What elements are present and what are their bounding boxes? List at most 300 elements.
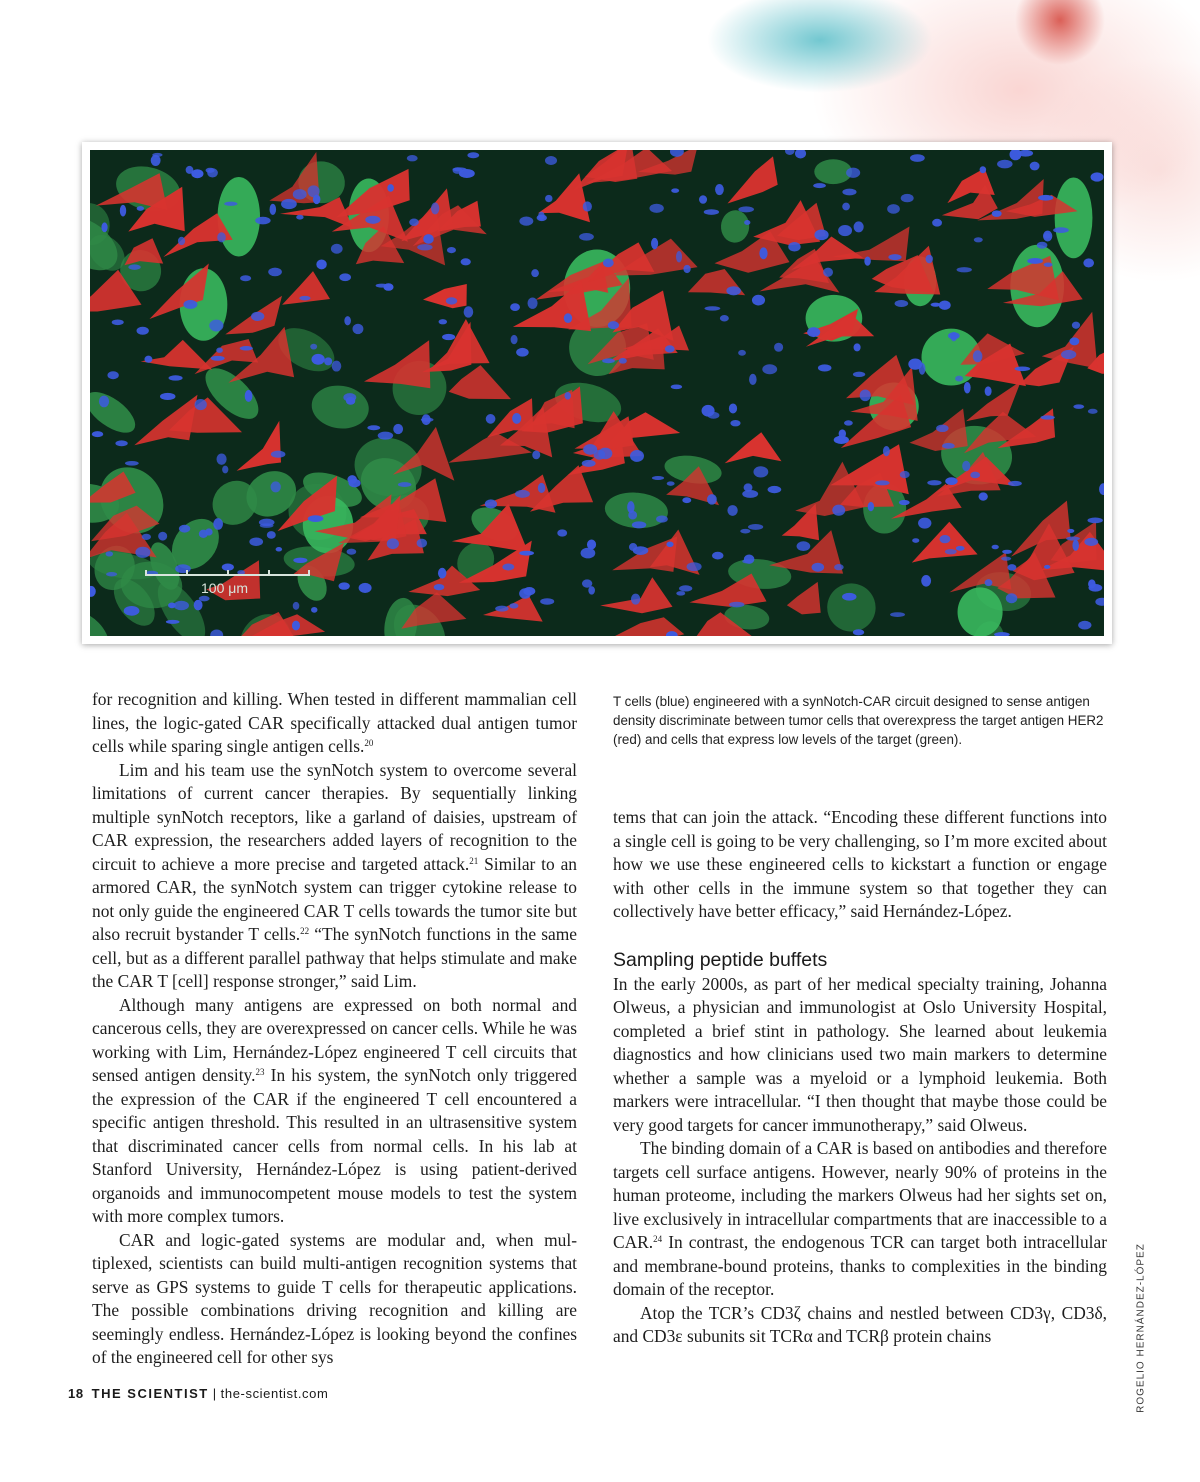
t-cell (512, 413, 521, 424)
t-cell (365, 216, 380, 224)
t-cell (1008, 481, 1022, 486)
t-cell (583, 201, 592, 211)
t-cell (992, 210, 1002, 217)
t-cell (1067, 529, 1074, 533)
paragraph: The binding domain of a CAR is based on antibodies and therefore targets cell surface antigens. However, nearly 90% of proteins in the human proteome, including the markers Olweus had her sights set on, live exclusively in intracellular compartments that are inaccessible to a CAR.$^{24}$ In contrast, the endogenous TCR can target both intracellular and membrane-bound proteins, thanks to complexities in the binding domain of the receptor. (613, 1138, 1107, 1299)
t-cell (565, 392, 571, 400)
paragraph: Lim and his team use the synNotch system to overcome several limitations of current cancer therapies. By sequentially linking multiple synNotch receptors, like a garland of daisies, upstream of CAR expression, the researchers added layers of recognition to the circuit to achieve a more precise and targeted attack.$^{21}$ Similar to an armored CAR, the synNotch system can trigger cytokine release to not only guide the engineered CAR T cells towards the tumor site but also recruit bystander T cells.$^{22}$ “The synNotch functions in the same cell, but as a different parallel pathway that helps stimulate and make the CAR T [cell] response stronger,” said Lim. (92, 759, 577, 991)
paragraph: Atop the TCR’s CD3ζ chains and nestled between CD3γ, CD3δ, and CD3ε subunits sit TCRα and TCRβ protein chains (613, 1302, 1107, 1346)
t-cell (844, 420, 853, 425)
t-cell (195, 399, 207, 410)
t-cell (579, 233, 594, 241)
t-cell (511, 335, 518, 344)
t-cell (842, 189, 856, 196)
t-cell (387, 184, 394, 192)
t-cell (270, 204, 277, 215)
t-cell (142, 534, 151, 540)
t-cell (682, 497, 691, 503)
t-cell (115, 440, 127, 446)
microscopy-figure (82, 142, 1112, 644)
t-cell (251, 312, 264, 321)
t-cell (531, 269, 539, 277)
t-cell (446, 297, 457, 304)
t-cell (602, 358, 615, 363)
t-cell (240, 275, 251, 281)
t-cell (331, 244, 343, 254)
t-cell (727, 505, 737, 516)
right-column (613, 806, 1107, 1349)
t-cell (957, 267, 972, 272)
section-heading: Sampling peptide buffets (613, 948, 828, 971)
t-cell (120, 205, 126, 217)
t-cell (137, 327, 149, 335)
t-cell (1038, 195, 1053, 201)
t-cell (367, 425, 380, 430)
fluorescence-micrograph (90, 150, 1104, 636)
paragraph: In the early 2000s, as part of her medical specialty training, Johanna Olweus, a physician and immunologist at Oslo University Hospital, completed a brief stint in pathology. She learned about leukemia diagnostics and how clinicians used two main markers to determine whether a sample was a myeloid or a lymphoid leukemia. Both markers were intracellular. “I then thought that maybe those could be very good targets for cancer immunotherapy,” said Olweus. (613, 973, 1107, 1135)
t-cell (1091, 172, 1104, 181)
t-cell (158, 532, 167, 541)
t-cell (409, 218, 419, 225)
page-footer (68, 1386, 328, 1401)
t-cell (603, 259, 614, 268)
t-cell (1073, 404, 1084, 409)
paragraph: CAR and logic-gated systems are modular and, when multiplexed, scientists can build multi-antigen recognition systems that serve as GPS systems to guide T cells for therapeutic applications. The possible combinations driving recognition and killing are seemingly endless. Hernández-López is looking beyond the confines of the engineered cell for other sys (92, 1229, 577, 1367)
t-cell (1044, 233, 1051, 239)
t-cell (276, 547, 282, 551)
t-cell (931, 303, 941, 307)
t-cell (875, 480, 889, 485)
t-cell (671, 385, 682, 390)
t-cell (762, 364, 777, 374)
t-cell (671, 188, 679, 193)
t-cell (838, 225, 852, 236)
t-cell (948, 332, 960, 339)
website-link[interactable]: the-scientist.com (220, 1386, 329, 1401)
t-cell (151, 155, 161, 166)
t-cell (594, 450, 606, 460)
t-cell (124, 606, 140, 616)
t-cell (267, 531, 276, 539)
scale-bar (145, 568, 310, 598)
t-cell (1088, 409, 1098, 414)
t-cell (343, 393, 356, 401)
t-cell (926, 255, 933, 264)
t-cell (1069, 337, 1079, 345)
t-cell (268, 268, 282, 277)
t-cell (955, 376, 963, 382)
t-cell (974, 237, 983, 242)
t-cell (632, 521, 646, 528)
t-cell (461, 258, 471, 265)
t-cell (194, 600, 203, 611)
t-cell (217, 232, 226, 242)
t-cell (854, 221, 864, 232)
t-cell (217, 453, 227, 464)
t-cell (1002, 550, 1012, 554)
t-cell (812, 563, 825, 572)
t-cell (942, 443, 955, 449)
t-cell (332, 361, 342, 372)
t-cell (910, 154, 925, 162)
paragraph: Although many antigens are expressed on both normal and cancerous cells, they are overexpressed on cancer cells. While he was working with Lim, Hernández-López engineered T cell circuits that sensed antigen density.$^{23}$ In his system, the synNotch only triggered the expression of the CAR if the engineered T cell encountered a specific antigen threshold. This resulted in an ultrasensitive system that discriminated cancer cells from normal cells. In his lab at Stanford University, Hernández-López is using patient-derived organoids and immunocompetent mouse models to test the system with more complex tumors. (92, 994, 578, 1226)
t-cell (860, 389, 871, 401)
t-cell (1044, 262, 1053, 266)
t-cell (720, 315, 729, 321)
paragraph: tems that can join the attack. “Encoding these different functions into a single cell is going to be very challenging, so I’m more excited about how we use these engineered cells to kickstart a function or engage with other cells in the immune system so that together they can collectively have better efficacy,” said Hernández-López. (613, 807, 1107, 921)
t-cell (169, 375, 183, 380)
t-cell (519, 217, 533, 226)
t-cell (1072, 540, 1079, 551)
t-cell (464, 306, 474, 317)
t-cell (667, 481, 675, 485)
t-cell (652, 476, 664, 480)
t-cell (814, 229, 828, 240)
t-cell (956, 546, 965, 551)
t-cell (112, 319, 124, 325)
t-cell (729, 403, 737, 413)
t-cell (1087, 518, 1102, 524)
t-cell (183, 300, 197, 309)
t-cell (899, 500, 910, 505)
t-cell (417, 244, 432, 250)
t-cell (509, 603, 518, 608)
bright-green-cell (218, 177, 260, 256)
t-cell (99, 396, 109, 408)
t-cell (738, 350, 746, 356)
scale-bar-label: 100 μm (201, 580, 248, 596)
t-cell (407, 155, 418, 161)
t-cell (631, 594, 640, 605)
t-cell (467, 152, 479, 158)
t-cell (752, 295, 765, 306)
t-cell (178, 237, 185, 245)
t-cell (557, 529, 567, 536)
t-cell (438, 568, 446, 579)
t-cell (1015, 366, 1031, 371)
t-cell (106, 551, 114, 556)
t-cell (1083, 258, 1094, 267)
t-cell (339, 582, 350, 589)
t-cell (311, 354, 324, 365)
t-cell (964, 382, 971, 393)
t-cell (676, 251, 682, 263)
t-cell (344, 316, 351, 325)
t-cell (666, 542, 673, 548)
t-cell (353, 324, 364, 334)
figure-caption: T cells (blue) engineered with a synNotch-CAR circuit designed to sense antigen density discriminate between tumor cells that overexpress the target antigen HER2 (red) and cells that express low levels of the target (green). (613, 694, 1104, 747)
t-cell (973, 350, 983, 362)
t-cell (313, 195, 321, 204)
t-cell (347, 549, 357, 555)
t-cell (207, 168, 218, 177)
t-cell (510, 303, 520, 311)
t-cell (581, 548, 596, 559)
t-cell (308, 515, 324, 522)
t-cell (649, 204, 663, 213)
t-cell (222, 466, 228, 474)
t-cell (519, 551, 534, 556)
t-cell (431, 202, 439, 214)
t-cell (128, 264, 140, 269)
t-cell (293, 602, 300, 610)
t-cell (393, 424, 403, 434)
t-cell (997, 160, 1013, 169)
t-cell (1084, 538, 1098, 546)
t-cell (774, 343, 783, 352)
t-cell (582, 579, 592, 587)
t-cell (135, 547, 150, 558)
t-cell (211, 356, 225, 361)
t-cell (883, 446, 890, 456)
t-cell (970, 472, 980, 479)
t-cell (519, 588, 531, 598)
t-cell (888, 254, 901, 260)
t-cell (1040, 415, 1054, 419)
t-cell (168, 602, 176, 608)
t-cell (398, 482, 411, 487)
t-cell (895, 300, 909, 307)
t-cell (240, 346, 253, 350)
t-cell (387, 538, 399, 549)
t-cell (679, 585, 692, 591)
t-cell (245, 390, 253, 402)
magazine-name: THE SCIENTIST (91, 1386, 209, 1401)
t-cell (1078, 621, 1091, 630)
t-cell (92, 431, 103, 437)
t-cell (753, 466, 768, 477)
t-cell (687, 562, 702, 571)
t-cell (137, 206, 144, 211)
t-cell (842, 203, 850, 211)
t-cell (486, 414, 496, 424)
t-cell (545, 195, 552, 202)
t-cell (515, 490, 530, 498)
t-cell (101, 222, 107, 232)
t-cell (209, 320, 223, 332)
t-cell (1072, 322, 1080, 329)
t-cell (939, 301, 951, 310)
t-cell (538, 212, 545, 220)
t-cell (564, 313, 572, 323)
bright-green-cell (1055, 178, 1093, 259)
t-cell (992, 545, 999, 550)
t-cell (807, 327, 820, 337)
t-cell (260, 523, 274, 528)
t-cell (768, 486, 782, 493)
t-cell (788, 242, 800, 252)
t-cell (582, 460, 596, 467)
t-cell (1027, 258, 1043, 264)
t-cell (339, 273, 351, 281)
t-cell (945, 549, 957, 554)
t-cell (715, 184, 724, 195)
t-cell (310, 344, 317, 350)
t-cell (421, 418, 434, 422)
t-cell (853, 629, 864, 635)
t-cell (502, 563, 514, 570)
t-cell (656, 515, 668, 522)
t-cell (853, 372, 865, 377)
t-cell (293, 189, 307, 199)
t-cell (864, 257, 870, 266)
t-cell (868, 502, 874, 511)
t-cell (1006, 593, 1018, 603)
t-cell (900, 471, 910, 478)
t-cell (447, 247, 456, 253)
t-cell (324, 357, 332, 365)
t-cell (890, 612, 905, 617)
t-cell (174, 601, 189, 610)
t-cell (738, 206, 754, 212)
t-cell (311, 607, 317, 613)
t-cell (293, 558, 307, 563)
t-cell (749, 374, 757, 385)
t-cell (423, 234, 434, 244)
t-cell (629, 543, 637, 551)
t-cell (665, 345, 675, 352)
t-cell (962, 461, 970, 471)
footer-separator: | (212, 1386, 217, 1401)
t-cell (985, 579, 993, 586)
t-cell (1037, 242, 1048, 249)
t-cell (630, 450, 644, 462)
t-cell (144, 356, 152, 363)
t-cell (1088, 579, 1096, 588)
t-cell (255, 217, 270, 225)
t-cell (854, 343, 861, 351)
t-cell (186, 166, 194, 174)
t-cell (834, 436, 849, 444)
t-cell (813, 183, 826, 188)
t-cell (439, 319, 447, 324)
t-cell (1001, 557, 1011, 561)
t-cell (744, 220, 750, 225)
t-cell (495, 606, 508, 612)
t-cell (742, 490, 758, 498)
t-cell (676, 591, 685, 595)
t-cell (179, 525, 190, 533)
t-cell (107, 371, 118, 379)
t-cell (651, 238, 658, 249)
t-cell (271, 481, 281, 492)
page-number: 18 (68, 1386, 84, 1401)
t-cell (296, 215, 303, 220)
t-cell (842, 593, 856, 601)
t-cell (712, 552, 723, 560)
t-cell (608, 321, 619, 329)
t-cell (224, 202, 237, 206)
t-cell (887, 204, 900, 214)
t-cell (846, 168, 860, 178)
bright-green-cell (958, 587, 1003, 636)
t-cell (901, 194, 914, 202)
t-cell (832, 505, 845, 516)
t-cell (359, 583, 372, 593)
t-cell (417, 539, 427, 548)
t-cell (347, 475, 357, 484)
t-cell (588, 586, 595, 595)
t-cell (912, 538, 919, 543)
t-cell (1044, 565, 1050, 569)
t-cell (797, 541, 811, 551)
t-cell (823, 268, 833, 277)
t-cell (160, 393, 175, 400)
t-cell (1061, 350, 1076, 359)
t-cell (726, 286, 741, 295)
t-cell (383, 283, 393, 291)
t-cell (985, 386, 992, 396)
t-cell (945, 477, 957, 485)
t-cell (921, 575, 931, 587)
t-cell (516, 348, 529, 357)
t-cell (748, 524, 763, 530)
t-cell (707, 494, 717, 505)
t-cell (1030, 162, 1040, 171)
t-cell (702, 405, 715, 417)
t-cell (619, 358, 627, 364)
t-cell (704, 209, 719, 215)
t-cell (485, 499, 497, 508)
t-cell (759, 247, 767, 259)
t-cell (378, 432, 393, 440)
paragraph: for recognition and killing. When tested in different mammalian cell lines, the logic-gated CAR specifically attacked dual antigen tumor cells while sparing single antigen cells.$^{20}$ (92, 689, 577, 756)
t-cell (299, 296, 310, 301)
t-cell (740, 529, 750, 534)
t-cell (1007, 564, 1016, 570)
t-cell (106, 572, 117, 576)
t-cell (683, 265, 690, 273)
t-cell (528, 297, 538, 308)
t-cell (166, 620, 180, 624)
t-cell (818, 364, 832, 371)
t-cell (627, 501, 634, 513)
t-cell (281, 199, 297, 209)
t-cell (545, 156, 557, 165)
t-cell (271, 451, 285, 458)
t-cell (939, 535, 950, 543)
t-cell (538, 483, 546, 493)
t-cell (205, 528, 212, 535)
t-cell (216, 348, 223, 353)
t-cell (979, 492, 988, 500)
t-cell (730, 420, 740, 426)
t-cell (213, 518, 223, 530)
cell-image (90, 150, 1104, 636)
t-cell (699, 195, 707, 204)
t-cell (729, 602, 744, 608)
photo-credit: ROGELIO HERNÁNDEZ-LÓPEZ (1135, 1243, 1147, 1413)
t-cell (980, 166, 987, 173)
t-cell (908, 359, 922, 370)
t-cell (292, 621, 300, 631)
t-cell (532, 450, 540, 459)
t-cell (834, 564, 844, 570)
t-cell (125, 461, 139, 466)
t-cell (932, 219, 942, 227)
left-column (92, 688, 577, 1370)
t-cell (742, 559, 751, 563)
t-cell (249, 538, 263, 546)
t-cell (927, 480, 941, 485)
t-cell (442, 334, 455, 340)
t-cell (452, 167, 466, 171)
t-cell (918, 518, 931, 529)
t-cell (540, 598, 554, 605)
t-cell (316, 259, 326, 269)
t-cell (434, 584, 445, 590)
t-cell (1066, 536, 1080, 540)
